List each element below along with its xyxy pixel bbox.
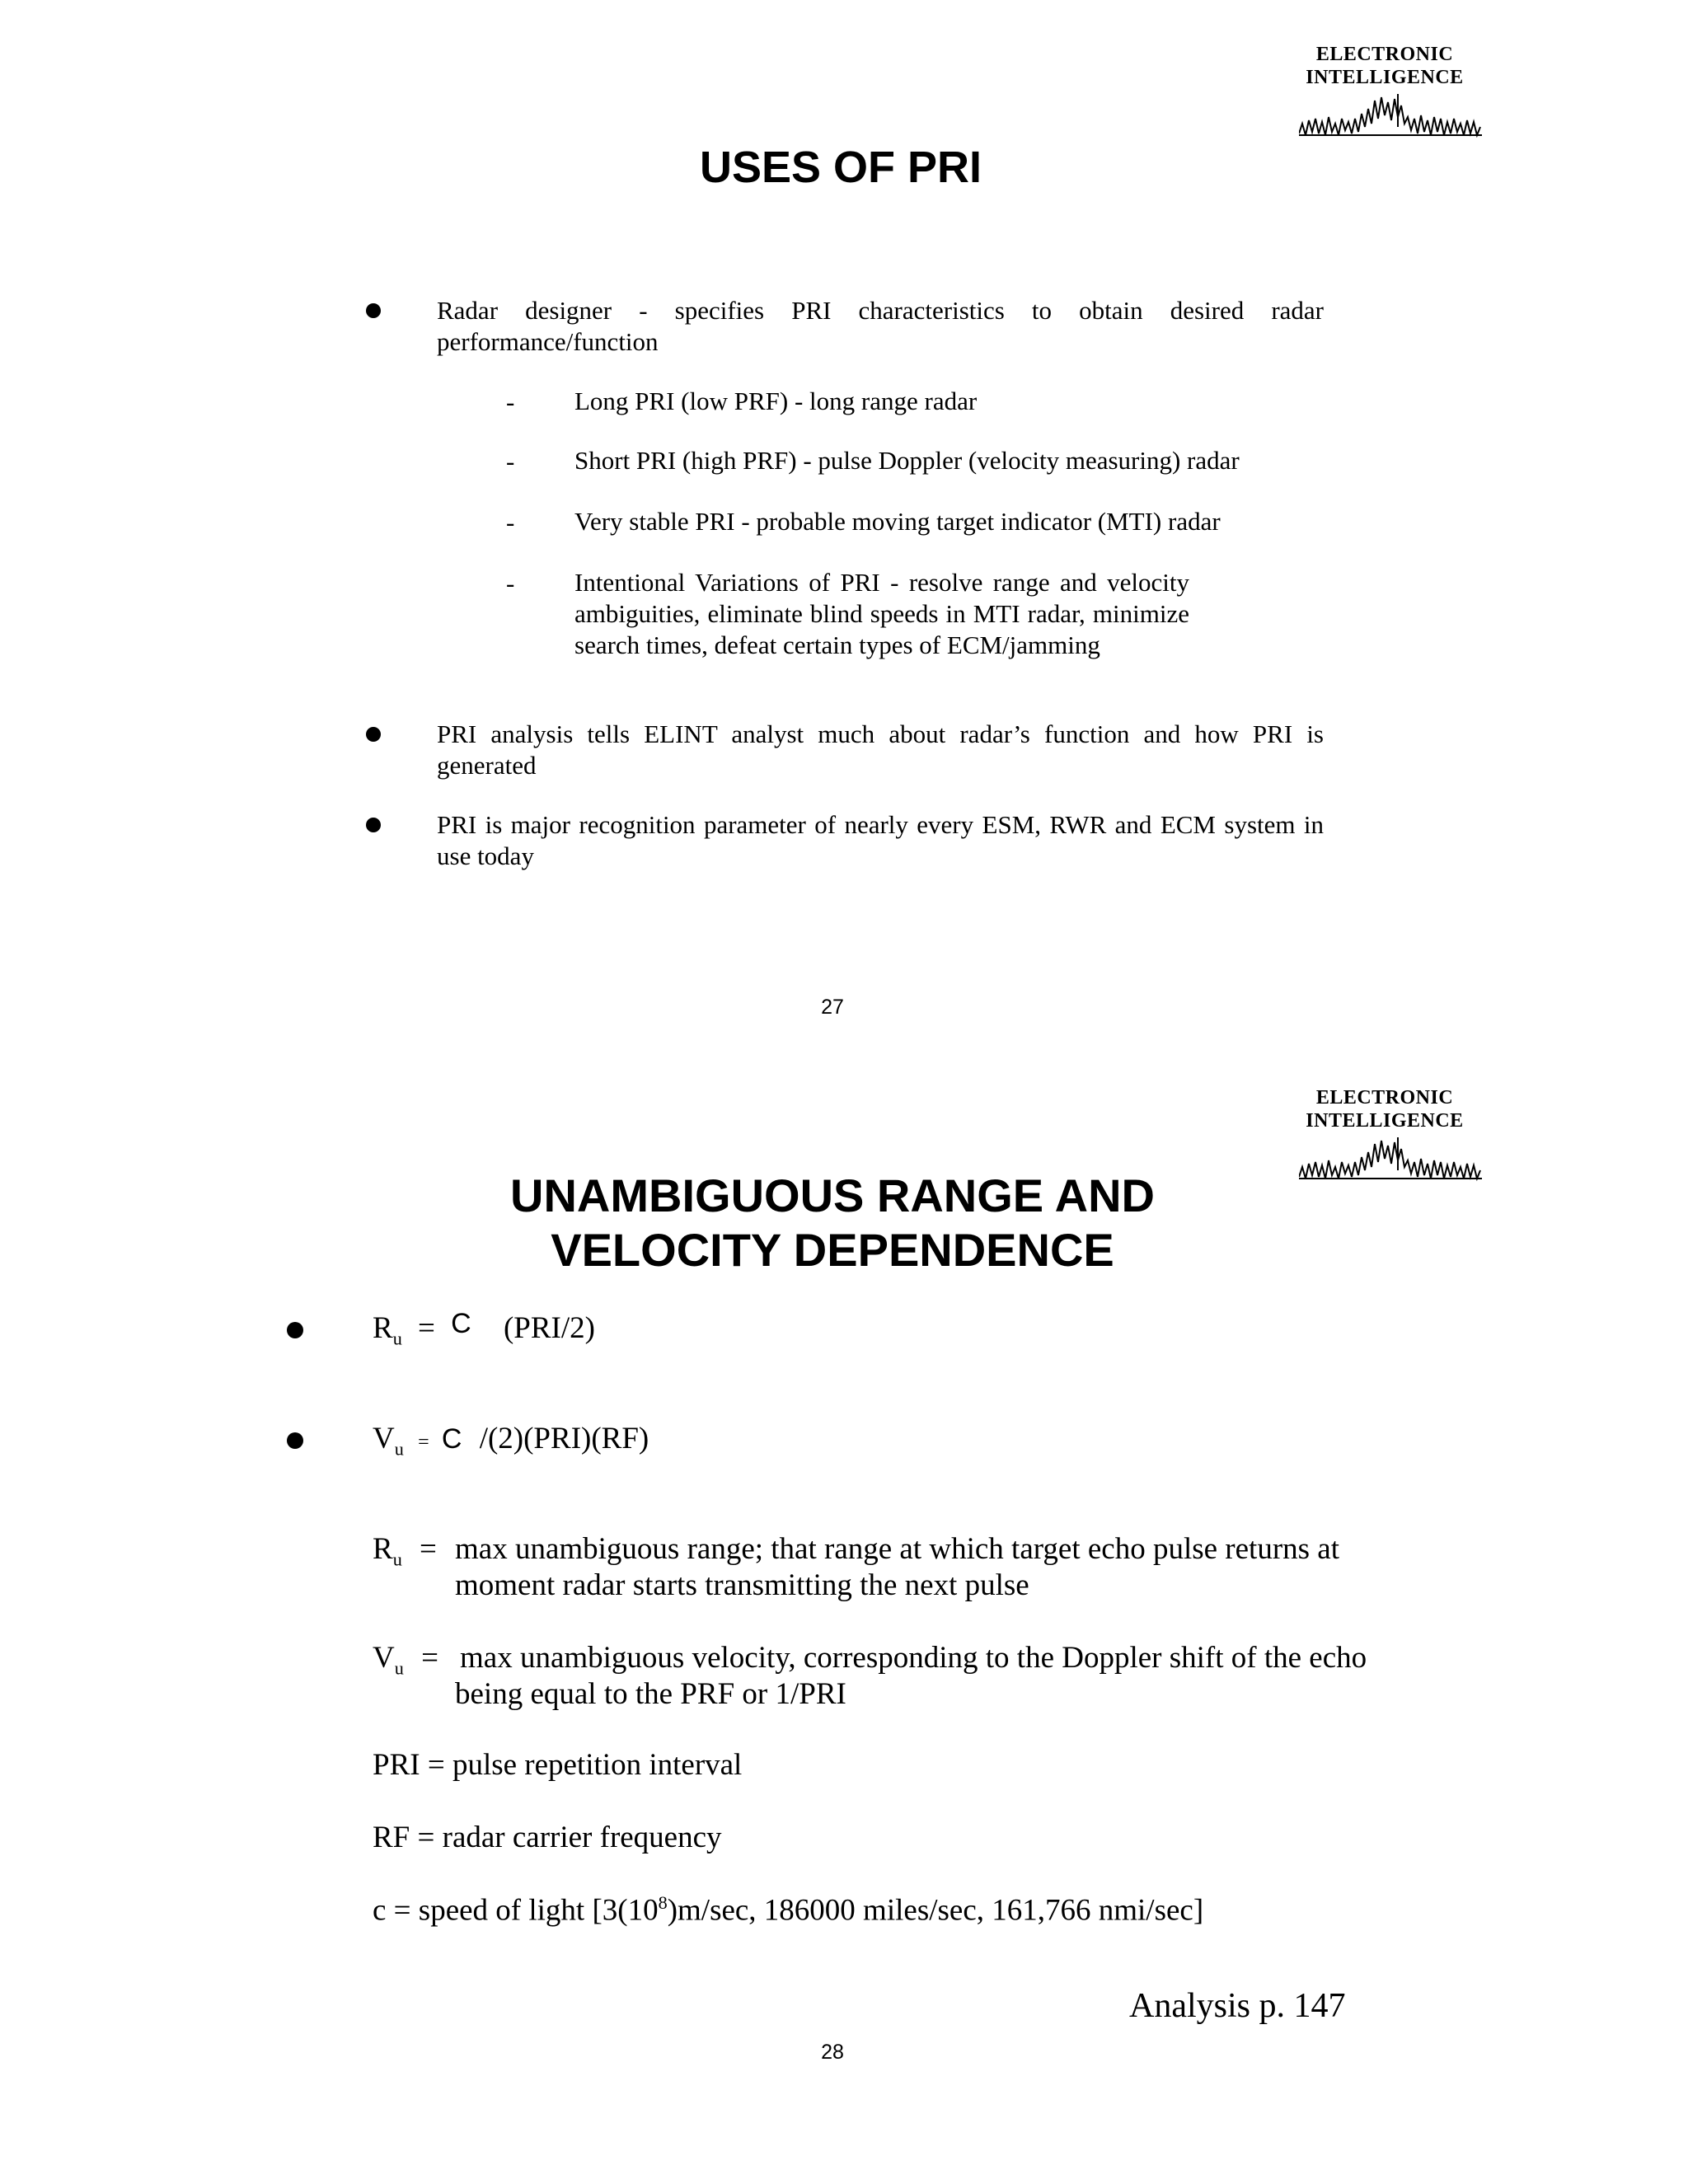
c-def-exponent: 8	[658, 1892, 668, 1913]
term-symbol: R	[373, 1532, 393, 1566]
slide1-subbullet-3: Very stable PRI - probable moving target indicator (MTI) radar	[574, 507, 1221, 536]
signal-waveform-icon	[1299, 1137, 1497, 1261]
logo-text-line2: INTELLIGENCE	[1306, 1110, 1464, 1132]
bullet-icon	[366, 818, 381, 832]
page-reference: Analysis p. 147	[1129, 1987, 1346, 2025]
formula-range	[373, 1310, 595, 1349]
formula-rhs: (PRI/2)	[503, 1311, 595, 1345]
definition-term-ru	[373, 1531, 437, 1570]
term-equals: =	[420, 1532, 437, 1566]
bullet-icon	[366, 727, 381, 742]
formula-lhs: V	[373, 1422, 395, 1455]
slide1-bullet-1: Radar designer - specifies PRI characteristics to obtain desired radar performance/function	[437, 296, 1324, 356]
dash-marker: -	[506, 569, 515, 598]
slide1-subbullet-2: Short PRI (high PRF) - pulse Doppler (velocity measuring) radar	[574, 446, 1240, 475]
page-number: 28	[821, 2041, 844, 2064]
definition-speed-of-light	[373, 1892, 1203, 1928]
definition-term-vu	[373, 1640, 438, 1679]
definition-text-vu: max unambiguous velocity, corresponding to the Doppler shift of the echo being equal to the PRF or 1/PRI	[455, 1641, 1367, 1711]
term-equals: =	[421, 1641, 438, 1675]
logo-text-line1: ELECTRONIC	[1315, 1087, 1454, 1108]
formula-lhs-subscript: u	[392, 1328, 402, 1349]
c-def-post: )m/sec, 186000 miles/sec, 161,766 nmi/sec]	[667, 1893, 1204, 1928]
dash-marker: -	[506, 447, 515, 476]
c-def-pre: c = speed of light [3(10	[373, 1893, 659, 1928]
formula-rhs: /(2)(PRI)(RF)	[479, 1422, 649, 1455]
signal-waveform-icon	[1299, 94, 1497, 218]
formula-velocity	[373, 1421, 649, 1460]
slide2-title-line2: VELOCITY DEPENDENCE	[551, 1224, 1114, 1276]
slide1-subbullet-1: Long PRI (low PRF) - long range radar	[574, 387, 978, 415]
electronic-intelligence-logo	[1286, 43, 1484, 166]
term-subscript: u	[392, 1549, 402, 1570]
formula-lhs-subscript: u	[394, 1438, 404, 1460]
term-subscript: u	[394, 1657, 404, 1679]
electronic-intelligence-logo	[1286, 1086, 1484, 1210]
formula-equals: =	[418, 1311, 435, 1345]
formula-c: C	[441, 1423, 462, 1455]
logo-text-line2: INTELLIGENCE	[1306, 67, 1464, 88]
logo-text-line1: ELECTRONIC	[1315, 44, 1454, 65]
definition-text-ru: max unambiguous range; that range at which target echo pulse returns at moment radar starts transmitting the next pulse	[455, 1532, 1339, 1602]
slide1-bullet-3: PRI is major recognition parameter of nearly every ESM, RWR and ECM system in use today	[437, 810, 1324, 870]
slide1-title: USES OF PRI	[699, 143, 982, 192]
slide2-title-line1: UNAMBIGUOUS RANGE AND	[510, 1169, 1155, 1221]
definition-pri: PRI = pulse repetition interval	[373, 1748, 743, 1782]
dash-marker: -	[506, 387, 515, 416]
term-symbol: V	[373, 1641, 395, 1675]
formula-lhs: R	[373, 1311, 393, 1345]
bullet-icon	[366, 303, 381, 318]
bullet-icon	[287, 1322, 303, 1338]
dash-marker: -	[506, 508, 515, 537]
formula-c: C	[451, 1308, 471, 1339]
bullet-icon	[287, 1432, 303, 1449]
formula-equals: =	[418, 1432, 429, 1453]
page-number: 27	[821, 996, 844, 1019]
definition-rf: RF = radar carrier frequency	[373, 1821, 722, 1854]
slide1-bullet-2: PRI analysis tells ELINT analyst much about radar’s function and how PRI is generated	[437, 719, 1324, 780]
slide1-subbullet-4: Intentional Variations of PRI - resolve range and velocity ambiguities, eliminate blind speeds in MTI radar, minimize search times, defeat certain types of ECM/jamming	[574, 568, 1189, 659]
